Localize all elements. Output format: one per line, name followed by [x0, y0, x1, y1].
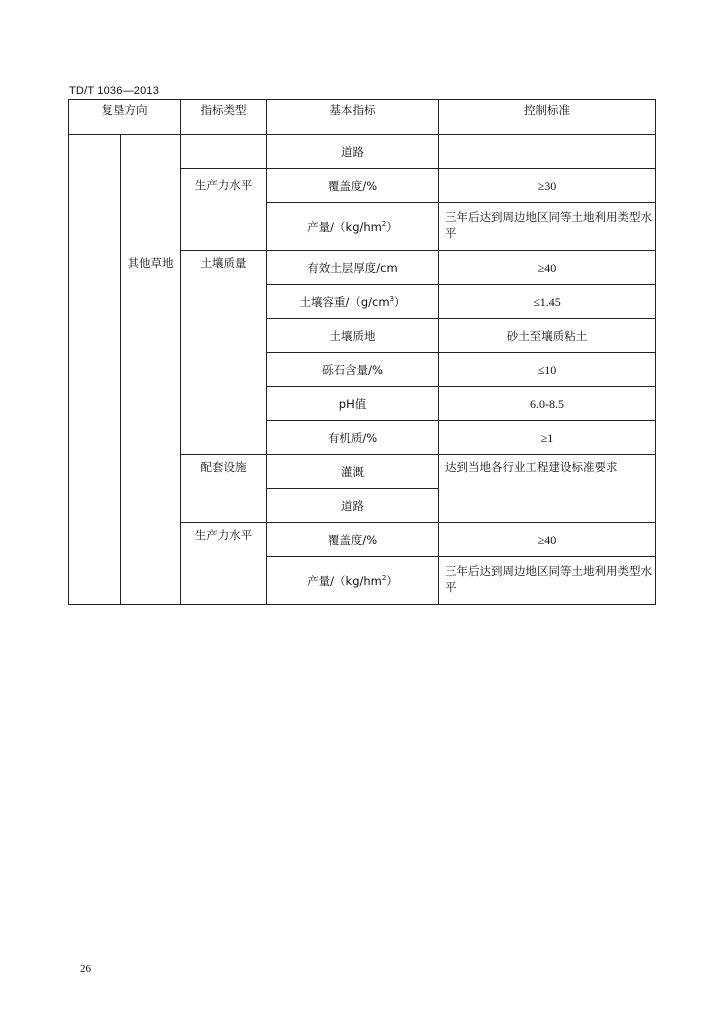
reclamation-standards-table: [68, 99, 656, 605]
page-number: 26: [80, 963, 91, 975]
indicator-road-2: 道路: [267, 489, 439, 523]
table-header-row: [69, 100, 656, 135]
column-header-type: 指标类型: [181, 100, 267, 135]
type-facilities: 配套设施: [181, 455, 267, 523]
indicator-gravel: 砾石含量/%: [267, 353, 439, 387]
indicator-ph: pH值: [267, 387, 439, 421]
column-header-indicator: 基本指标: [267, 100, 439, 135]
indicator-coverage-2: 覆盖度/%: [267, 523, 439, 557]
standard-texture: 砂土至壤质粘土: [439, 319, 656, 353]
indicator-texture: 土壤质地: [267, 319, 439, 353]
document-code: TD/T 1036—2013: [69, 85, 160, 97]
category-cell-blank: [121, 135, 181, 251]
type-cell-blank: [181, 135, 267, 169]
indicator-organic: 有机质/%: [267, 421, 439, 455]
category-other-grassland: 其他草地: [121, 251, 181, 605]
standard-yield-1: 三年后达到周边地区同等土地利用类型水平: [439, 203, 656, 251]
indicator-yield-1: 产量$/(kg/hm^2)$: [267, 203, 439, 251]
column-header-standard: 控制标准: [439, 100, 656, 135]
type-productivity-1: 生产力水平: [181, 169, 267, 251]
standard-organic: ≥1: [439, 421, 656, 455]
indicator-soil-depth: 有效土层厚度/cm: [267, 251, 439, 285]
indicator-irrigation: 灌溉: [267, 455, 439, 489]
standard-ph: 6.0-8.5: [439, 387, 656, 421]
standard-bulk-density: ≤1.45: [439, 285, 656, 319]
indicator-yield-2: 产量$/(kg/hm^2)$: [267, 557, 439, 605]
standard-soil-depth: ≥40: [439, 251, 656, 285]
standard-coverage-2: ≥40: [439, 523, 656, 557]
standard-yield-2: 三年后达到周边地区同等土地利用类型水平: [439, 557, 656, 605]
column-header-direction: 复垦方向: [69, 100, 181, 135]
type-productivity-2: 生产力水平: [181, 523, 267, 605]
standard-gravel: ≤10: [439, 353, 656, 387]
direction-outer-cell: [69, 135, 121, 605]
table-row: [69, 135, 656, 169]
indicator-bulk-density: 土壤容重$/(g/cm^3)$: [267, 285, 439, 319]
indicator-coverage-1: 覆盖度/%: [267, 169, 439, 203]
table-row: [69, 251, 656, 285]
indicator-road: 道路: [267, 135, 439, 169]
standard-facilities: 达到当地各行业工程建设标准要求: [439, 455, 656, 523]
standard-coverage-1: ≥30: [439, 169, 656, 203]
standard-road: [439, 135, 656, 169]
type-soil-quality: 土壤质量: [181, 251, 267, 455]
